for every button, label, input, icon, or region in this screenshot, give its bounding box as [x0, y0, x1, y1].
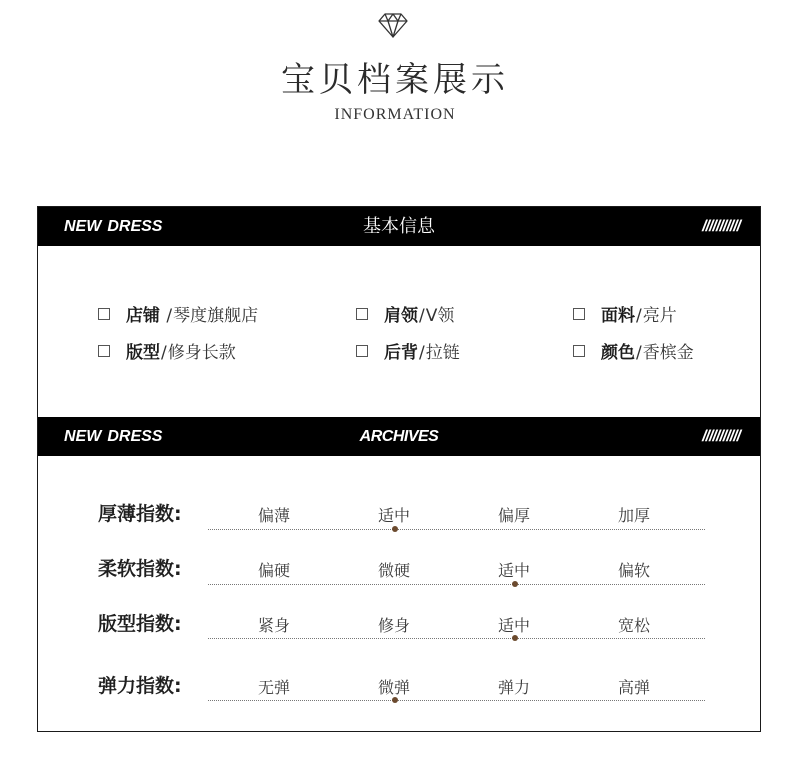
index-option: 偏软 [618, 561, 651, 580]
index-option: 偏硬 [258, 561, 291, 580]
basic-info-bar [38, 207, 760, 246]
info-item-store: 店铺 /琴度旗舰店 [98, 301, 258, 326]
info-item-fit: 版型/修身长款 [98, 338, 236, 363]
archives-bar [38, 417, 760, 456]
info-item-collar: 肩领/V领 [356, 301, 454, 326]
index-option: 高弹 [618, 678, 651, 697]
bar-brand-label: NEW DRESS [64, 218, 163, 235]
index-option: 适中 [498, 561, 531, 580]
index-option: 紧身 [258, 616, 291, 635]
index-option: 偏厚 [498, 506, 531, 525]
checkbox-icon [573, 345, 585, 357]
index-option: 偏薄 [258, 506, 291, 525]
basic-info-heading: 基本信息 [363, 216, 435, 237]
index-marker [392, 526, 398, 532]
index-scale-line [208, 700, 705, 701]
bar-slashes: /////////// [702, 428, 740, 445]
index-scale-line [208, 529, 705, 530]
index-marker [512, 635, 518, 641]
index-option: 修身 [378, 616, 411, 635]
fit-index-label: 版型指数: [98, 613, 182, 635]
checkbox-icon [98, 308, 110, 320]
elasticity-index-label: 弹力指数: [98, 675, 182, 697]
checkbox-icon [356, 345, 368, 357]
info-item-fabric: 面料/亮片 [573, 301, 677, 326]
checkbox-icon [573, 308, 585, 320]
checkbox-icon [98, 345, 110, 357]
index-option: 无弹 [258, 678, 291, 697]
archives-heading: ARCHIVES [359, 428, 439, 445]
page-title: 宝贝档案展示 [281, 60, 509, 100]
checkbox-icon [356, 308, 368, 320]
page-subtitle: INFORMATION [334, 106, 456, 123]
index-scale-line [208, 584, 705, 585]
index-option: 加厚 [618, 506, 651, 525]
diamond-icon [377, 8, 409, 40]
thickness-index-label: 厚薄指数: [98, 503, 182, 525]
index-scale-line [208, 638, 705, 639]
index-option: 微硬 [378, 561, 411, 580]
info-item-color: 颜色/香槟金 [573, 338, 694, 363]
index-option: 宽松 [618, 616, 651, 635]
index-marker [512, 581, 518, 587]
softness-index-label: 柔软指数: [98, 558, 182, 580]
index-marker [392, 697, 398, 703]
info-item-back: 后背/拉链 [356, 338, 460, 363]
bar-slashes: /////////// [702, 218, 740, 235]
index-option: 弹力 [498, 678, 531, 697]
bar-brand-label: NEW DRESS [64, 428, 163, 445]
index-option: 适中 [378, 506, 411, 525]
info-panel [37, 206, 761, 732]
index-option: 微弹 [378, 678, 411, 697]
index-option: 适中 [498, 616, 531, 635]
